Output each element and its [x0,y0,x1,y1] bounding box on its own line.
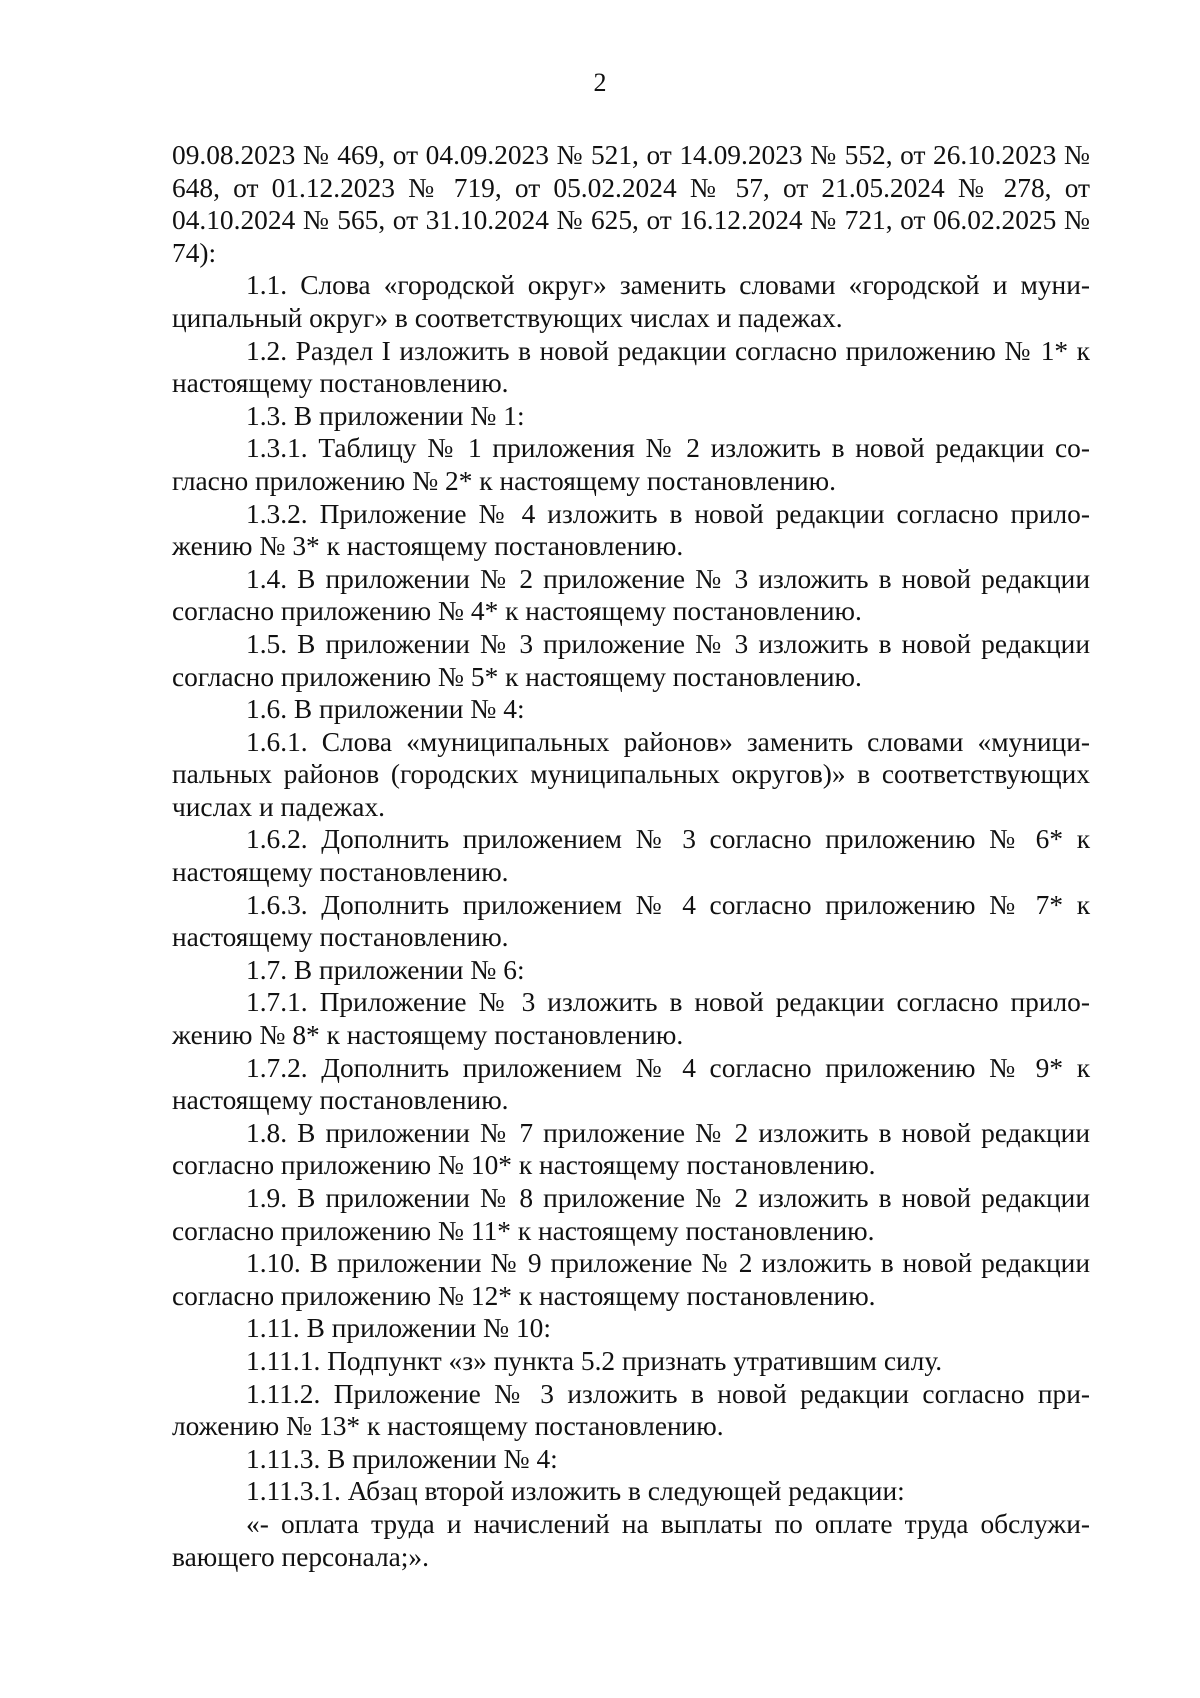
paragraph-1-11-3-1: 1.11.3.1. Абзац второй изложить в следующей редакции: [246,1476,905,1507]
document-body [172,139,1090,1573]
paragraph-1-6-3: 1.6.3. Дополнить приложением № 4 согласно приложению № 7* к настоящему постановлению. [172,889,1090,953]
paragraph-intro: 09.08.2023 № 469, от 04.09.2023 № 521, от 14.09.2023 № 552, от 26.10.2023 № 648, от 01.12.2023 № 719, от 05.02.2024 № 57, от 21.05.2024 № 278, от 04.10.2024 № 565, от 31.10.2024 № 625, от 16.12.2024 № 721, от 06.02.2025 № 74): [172,140,1090,268]
paragraph-1-8: 1.8. В приложении № 7 приложение № 2 изложить в новой редакции согласно приложению № 10* к настоящему постановлению. [172,1117,1090,1181]
paragraph-1-7-1: 1.7.1. Приложение № 3 изложить в новой редакции согласно приложению № 8* к настоящему постановлению. [172,987,1090,1051]
paragraph-1-3: 1.3. В приложении № 1: [246,400,525,431]
paragraph-1-7-2: 1.7.2. Дополнить приложением № 4 согласно приложению № 9* к настоящему постановлению. [172,1052,1090,1116]
paragraph-1-6-2: 1.6.2. Дополнить приложением № 3 согласно приложению № 6* к настоящему постановлению. [172,824,1090,888]
paragraph-1-5: 1.5. В приложении № 3 приложение № 3 изложить в новой редакции согласно приложению № 5* к настоящему постановлению. [172,628,1090,692]
paragraph-1-6: 1.6. В приложении № 4: [246,694,525,725]
paragraph-1-6-1: 1.6.1. Слова «муниципальных районов» заменить словами «муниципальных районов (городских муниципальных округов)» в соответствующих числах и падежах. [172,726,1090,822]
paragraph-1-7: 1.7. В приложении № 6: [246,954,525,985]
paragraph-1-9: 1.9. В приложении № 8 приложение № 2 изложить в новой редакции согласно приложению № 11* к настоящему постановлению. [172,1183,1090,1246]
paragraph-1-2: 1.2. Раздел I изложить в новой редакции согласно приложению № 1* к настоящему постановлению. [172,335,1090,399]
page-number: 2 [593,68,607,97]
paragraph-1-11-1: 1.11.1. Подпункт «з» пункта 5.2 признать утратившим силу. [246,1345,943,1376]
paragraph-1-11-2: 1.11.2. Приложение № 3 изложить в новой редакции согласно приложению № 13* к настоящему постановлению. [172,1378,1090,1442]
paragraph-1-11-3: 1.11.3. В приложении № 4: [246,1443,558,1474]
paragraph-1-10: 1.10. В приложении № 9 приложение № 2 изложить в новой редакции согласно приложению № 12* к настоящему постановлению. [172,1248,1090,1311]
paragraph-1-11: 1.11. В приложении № 10: [246,1313,551,1344]
paragraph-1-3-1: 1.3.1. Таблицу № 1 приложения № 2 изложить в новой редакции согласно приложению № 2* к настоящему постановлению. [172,433,1090,496]
paragraph-1-1: 1.1. Слова «городской округ» заменить словами «городской и муниципальный округ» в соответствующих числах и падежах. [172,270,1090,333]
paragraph-1-3-2: 1.3.2. Приложение № 4 изложить в новой редакции согласно приложению № 3* к настоящему постановлению. [172,498,1090,562]
paragraph-1-4: 1.4. В приложении № 2 приложение № 3 изложить в новой редакции согласно приложению № 4* к настоящему постановлению. [172,563,1090,627]
paragraph-quote: «- оплата труда и начислений на выплаты по оплате труда обслуживающего персонала;». [172,1508,1090,1572]
